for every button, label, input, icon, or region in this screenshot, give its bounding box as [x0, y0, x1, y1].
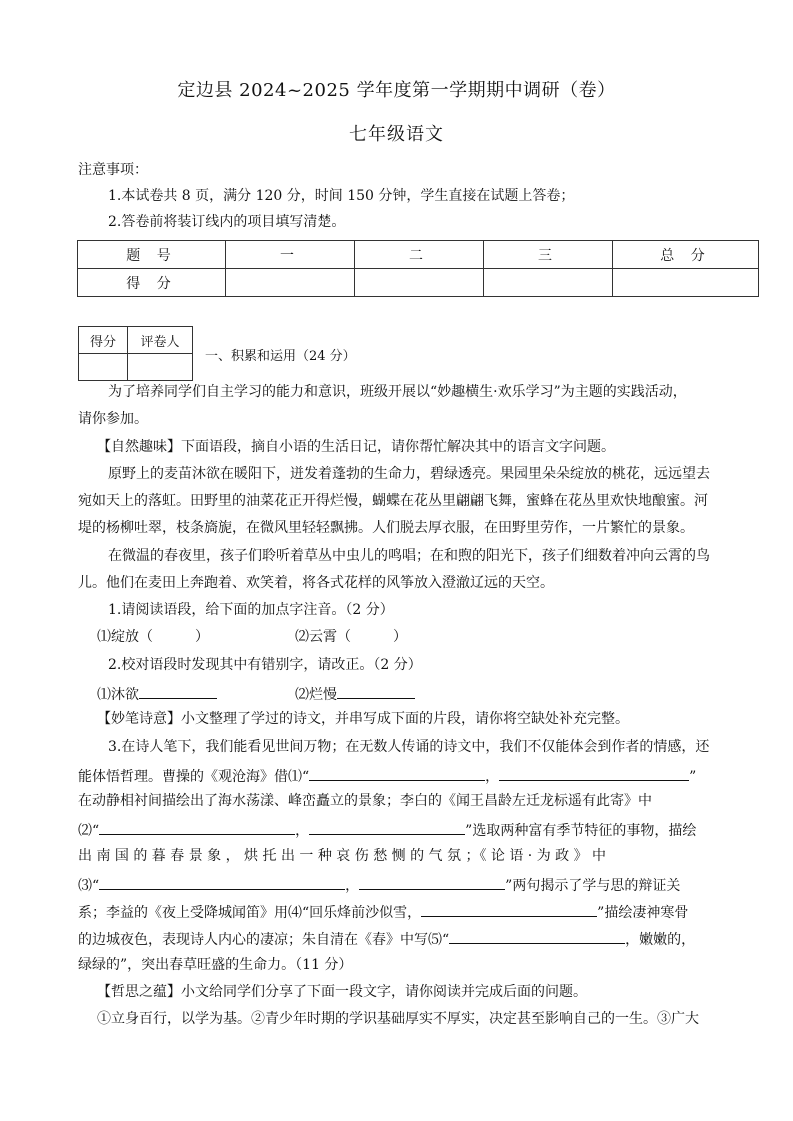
poem-intro: 【妙笔诗意】小文整理了学过的诗文，并串写成下面的片段，请你将空缺处补充完整。 — [97, 711, 629, 727]
question-3-text: ， — [345, 878, 360, 894]
question-2: 2.校对语段时发现其中有错别字，请改正。（2 分） — [108, 657, 422, 673]
nature-intro: 【自然趣味】下面语段，摘自小语的生活日记，请你帮忙解决其中的语言文字问题。 — [97, 439, 615, 455]
intro-line-1: 为了培养同学们自主学习的能力和意识，班级开展以“妙趣横生·欢乐学习”为主题的实践活动， — [108, 384, 687, 400]
question-2-b — [295, 682, 415, 705]
question-3-text: ” — [689, 769, 697, 785]
thought-intro: 【哲思之蕴】小文给同学们分享了下面一段文字，请你阅读并完成后面的问题。 — [97, 984, 587, 1000]
answer-blank[interactable] — [99, 818, 295, 835]
question-3-text: ，嫩嫩的， — [625, 932, 696, 948]
score-cell[interactable] — [226, 269, 355, 297]
question-1-b: ⑵云霄（ ） — [295, 629, 407, 645]
question-2-a — [97, 682, 217, 705]
question-1: 1.请阅读语段，给下面的加点字注音。（2 分） — [108, 602, 394, 618]
grader-name-label: 评卷人 — [128, 327, 193, 354]
grader-name-cell[interactable] — [128, 354, 193, 381]
notice-item-2: 2.答卷前将装订线内的项目填写清楚。 — [108, 214, 346, 230]
question-3-line — [78, 764, 696, 787]
question-2-b-label: ⑵烂慢 — [295, 687, 337, 703]
question-3-text: ， — [295, 823, 310, 839]
answer-blank[interactable] — [309, 764, 485, 781]
passage-line: 在微温的春夜里，孩子们聆听着草丛中虫儿的鸣唱；在和煦的阳光下，孩子们细数着冲向云霄的鸟 — [108, 548, 710, 564]
question-3-text: ”描绘凄神寒骨 — [597, 905, 689, 921]
question-3-text: 能体悟哲理。曹操的《观沧海》借⑴“ — [78, 769, 310, 785]
table-row — [78, 241, 759, 269]
answer-blank[interactable] — [421, 900, 597, 917]
question-3-line — [78, 900, 688, 923]
thought-passage-line: ①立身百行，以学为基。②青少年时期的学识基础厚实不厚实，决定甚至影响自己的一生。③广大 — [97, 1011, 699, 1027]
answer-blank[interactable] — [309, 818, 465, 835]
notice-item-1: 1.本试卷共 8 页，满分 120 分，时间 150 分钟，学生直接在试题上答卷； — [108, 188, 575, 204]
notice-label: 注意事项： — [78, 162, 148, 178]
table-row — [79, 327, 193, 354]
answer-blank[interactable] — [99, 873, 345, 890]
question-3-text: ⑵“ — [78, 823, 100, 839]
question-3-text: ， — [485, 769, 500, 785]
exam-title: 定边县 2024~2025 学年度第一学期期中调研（卷） — [177, 80, 616, 101]
question-3-line: 3.在诗人笔下，我们能看见世间万物；在无数人传诵的诗文中，我们不仅能体会到作者的情感，还 — [108, 739, 710, 755]
section-heading: 一、积累和运用（24 分） — [205, 349, 356, 364]
answer-blank[interactable] — [139, 682, 217, 699]
question-3-text: ”选取两种富有季节特征的事物，描绘 — [465, 823, 697, 839]
table-header: 一 — [226, 241, 355, 269]
answer-blank[interactable] — [499, 764, 689, 781]
question-3-text: 系；李益的《夜上受降城闻笛》用⑷“回乐烽前沙似雪， — [78, 905, 422, 921]
question-3-text: ”两句揭示了学与思的辩证关 — [505, 878, 681, 894]
score-cell[interactable] — [484, 269, 613, 297]
score-cell[interactable] — [355, 269, 484, 297]
grader-score-cell[interactable] — [79, 354, 128, 381]
table-header: 三 — [484, 241, 613, 269]
question-1-a: ⑴绽放（ ） — [97, 629, 209, 645]
question-3-line — [78, 927, 695, 950]
question-3-line: 出 南 国 的 暮 春 景 象 ， 烘 托 出 一 种 哀 伤 愁 恻 的 气 氛 ；《 论 语 · 为 政 》 中 — [78, 848, 607, 864]
answer-blank[interactable] — [359, 873, 505, 890]
table-row — [79, 354, 193, 381]
score-cell[interactable] — [613, 269, 759, 297]
question-2-a-label: ⑴沐欲 — [97, 687, 139, 703]
question-3-line: 在动静相衬间描绘出了海水荡漾、峰峦矗立的景象；李白的《闻王昌龄左迁龙标遥有此寄》中 — [78, 793, 652, 809]
table-header: 题 号 — [78, 241, 226, 269]
score-table — [77, 240, 759, 297]
question-3-line: 绿绿的”，突出春草旺盛的生命力。（11 分） — [78, 957, 353, 973]
passage-line: 儿。他们在麦田上奔跑着、欢笑着，将各式花样的风筝放入澄澈辽远的天空。 — [78, 575, 554, 591]
answer-blank[interactable] — [449, 927, 625, 944]
passage-line: 原野上的麦苗沐欲在暖阳下，迸发着蓬勃的生命力，碧绿透亮。果园里朵朵绽放的桃花，远远望去 — [108, 466, 710, 482]
table-row — [78, 269, 759, 297]
score-row-label: 得 分 — [78, 269, 226, 297]
table-header: 二 — [355, 241, 484, 269]
question-3-text: 的边城夜色，表现诗人内心的凄凉；朱自清在《春》中写⑸“ — [78, 932, 450, 948]
exam-subtitle: 七年级语文 — [349, 124, 444, 145]
grader-table — [78, 326, 193, 381]
passage-line: 宛如天上的落虹。田野里的油菜花正开得烂慢，蝴蝶在花丛里翩翩飞舞，蜜蜂在花丛里欢快地酿蜜。河 — [78, 493, 708, 509]
question-3-line — [78, 873, 680, 896]
question-3-line — [78, 818, 696, 841]
question-3-text: ⑶“ — [78, 878, 100, 894]
table-header: 总 分 — [613, 241, 759, 269]
passage-line: 堤的杨柳吐翠，枝条旖旎，在微风里轻轻飘拂。人们脱去厚衣服，在田野里劳作，一片繁忙的景象。 — [78, 520, 694, 536]
grader-score-label: 得分 — [79, 327, 128, 354]
answer-blank[interactable] — [337, 682, 415, 699]
intro-line-2: 请你参加。 — [78, 411, 148, 427]
